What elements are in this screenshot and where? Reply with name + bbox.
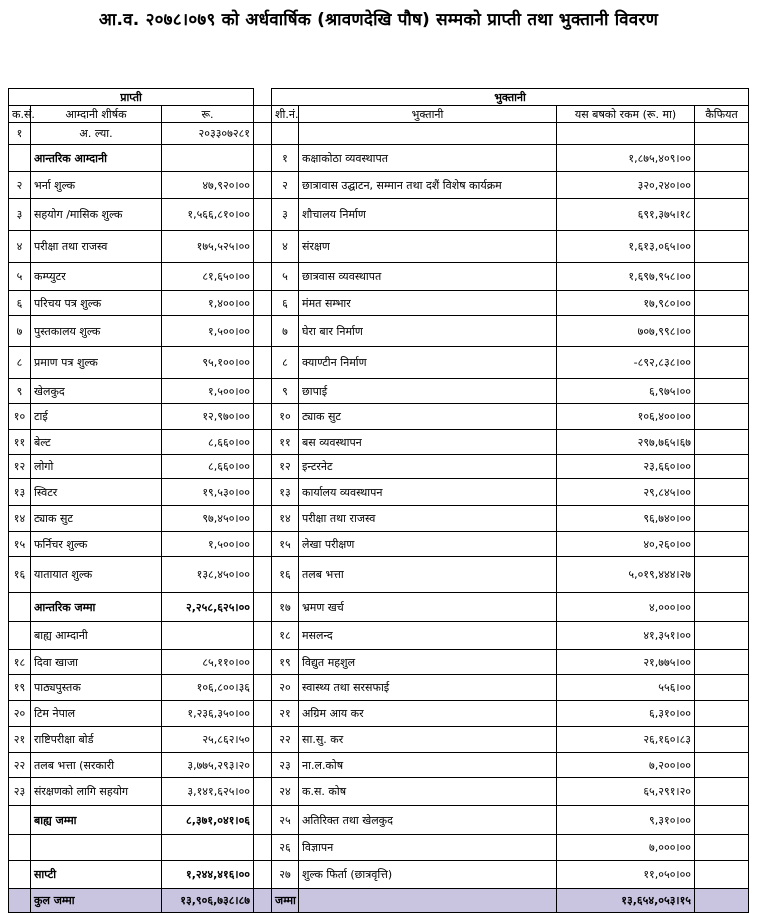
income-amount: १२,९७०।०० [162,404,254,430]
expense-amount: २९,८४५।०० [557,479,695,506]
income-serial: १४ [9,506,31,532]
remarks-cell [695,650,749,675]
total-blank [9,889,31,913]
expense-amount: २३,६६०।०० [557,455,695,479]
income-serial: १३ [9,479,31,506]
table-row [9,701,749,727]
header-expense-amount: यस बषको रकम (रू. मा) [557,106,695,123]
column-gap [254,753,272,778]
income-amount: १९,५३०।०० [162,479,254,506]
column-gap [254,701,272,727]
income-serial: ७ [9,316,31,347]
column-gap [254,593,272,622]
expense-serial: ३ [272,199,299,231]
expense-amount: ६,९७५।०० [557,379,695,404]
column-gap [254,291,272,316]
expense-serial: ७ [272,316,299,347]
table-row [9,506,749,532]
income-title: यातायात शुल्क [31,557,162,593]
income-amount: ३,७७५,२९३।२० [162,753,254,778]
table-row [9,479,749,506]
income-title: बाह्य आम्दानी [31,622,162,650]
table-row [9,593,749,622]
remarks-cell [695,557,749,593]
income-amount: १७५,५२५।०० [162,231,254,263]
column-gap [254,532,272,557]
column-gap [254,806,272,835]
expense-title: मसलन्द [299,622,557,650]
table-row [9,430,749,455]
column-gap [254,89,272,106]
expense-title: स्वास्थ्य तथा सरसफाई [299,675,557,701]
table-row [9,532,749,557]
grand-total-row [9,889,749,913]
income-title: पाठ्यपुस्तक [31,675,162,701]
expense-serial: १० [272,404,299,430]
expense-amount: ७०७,९९८।०० [557,316,695,347]
remarks-cell [695,861,749,889]
column-gap [254,675,272,701]
column-gap [254,778,272,806]
income-serial [9,593,31,622]
header-income-amount: रू. [162,106,254,123]
table-row [9,379,749,404]
income-serial: ११ [9,430,31,455]
income-serial [9,145,31,172]
table-row [9,622,749,650]
income-title: संरक्षणको लागि सहयोग [31,778,162,806]
income-serial: २० [9,701,31,727]
column-gap [254,347,272,379]
income-serial: ४ [9,231,31,263]
income-title [31,835,162,861]
expense-amount: २९७,७६५।६७ [557,430,695,455]
expense-title: कक्षाकोठा व्यवस्थापत [299,145,557,172]
table-row [9,263,749,291]
income-amount: ८५,११०।०० [162,650,254,675]
income-serial: १२ [9,455,31,479]
table-row [9,316,749,347]
income-amount [162,145,254,172]
table-row [9,291,749,316]
income-title: बाह्य जम्मा [31,806,162,835]
column-gap [254,479,272,506]
column-gap [254,316,272,347]
expense-serial: १५ [272,532,299,557]
column-gap [254,727,272,753]
column-gap [254,379,272,404]
table-row [9,557,749,593]
expense-amount: ९६,७४०।०० [557,506,695,532]
expense-amount: १,८७५,४०९।०० [557,145,695,172]
expense-amount: -८९२,८३८।०० [557,347,695,379]
expense-title: तलब भत्ता [299,557,557,593]
expense-amount: ५५६।०० [557,675,695,701]
column-gap [254,861,272,889]
income-title: साप्टी [31,861,162,889]
income-amount [162,622,254,650]
income-serial: ९ [9,379,31,404]
income-total-label: कुल जम्मा [31,889,162,913]
expense-title: अतिरिक्त तथा खेलकुद [299,806,557,835]
expense-serial: १६ [272,557,299,593]
expense-serial: २७ [272,861,299,889]
table-row [9,404,749,430]
column-gap [254,404,272,430]
table-row [9,753,749,778]
income-amount: १,२४४,४१६।०० [162,861,254,889]
income-title: बेल्ट [31,430,162,455]
expense-total-label: जम्मा [272,889,299,913]
expense-serial: ११ [272,430,299,455]
income-amount: ९५,१००।०० [162,347,254,379]
column-gap [254,430,272,455]
income-title: राष्टिपरीक्षा बोर्ड [31,727,162,753]
table-row [9,727,749,753]
income-serial: २३ [9,778,31,806]
expense-title: संरक्षण [299,231,557,263]
income-serial: १५ [9,532,31,557]
expense-total-amount: १३,६५४,०५३।१५ [557,889,695,913]
remarks-cell [695,806,749,835]
expense-serial: १३ [272,479,299,506]
expense-amount: ४१,३५१।०० [557,622,695,650]
income-title: खेलकुद [31,379,162,404]
table-row [9,231,749,263]
income-title: आन्तरिक जम्मा [31,593,162,622]
income-total-amount: १३,९०६,७३८।८७ [162,889,254,913]
expense-amount: २१,७७५।०० [557,650,695,675]
income-title: पुस्तकालय शुल्क [31,316,162,347]
table-row [9,861,749,889]
expense-amount: १०६,४००।०० [557,404,695,430]
remarks-cell [695,291,749,316]
header-expense-title: भुक्तानी [299,106,557,123]
income-title: ट्याक सुट [31,506,162,532]
expense-title: छापाई [299,379,557,404]
expense-amount: ७,०००।०० [557,835,695,861]
income-amount: १,५००।०० [162,316,254,347]
expense-serial: ६ [272,291,299,316]
column-gap [254,172,272,199]
expense-title: विज्ञापन [299,835,557,861]
income-serial [9,861,31,889]
expense-title: ना.ल.कोष [299,753,557,778]
remarks-cell [695,753,749,778]
remarks-cell [695,455,749,479]
income-serial: ५ [9,263,31,291]
column-gap [254,145,272,172]
column-gap [254,199,272,231]
income-serial: १८ [9,650,31,675]
remarks-cell [695,889,749,913]
income-serial: ६ [9,291,31,316]
expense-serial: २२ [272,727,299,753]
remarks-cell [695,622,749,650]
expense-amount: ६५,२९१।२० [557,778,695,806]
expense-amount: ९,३१०।०० [557,806,695,835]
expense-title: छात्रावास उद्घाटन, सम्मान तथा दशैं विशेष कार्यक्रम [299,172,557,199]
income-title: कम्प्युटर [31,263,162,291]
income-serial: १६ [9,557,31,593]
expense-amount [557,123,695,145]
income-title: आन्तरिक आम्दानी [31,145,162,172]
remarks-cell [695,479,749,506]
header-income-title: आम्दानी शीर्षक [31,106,162,123]
expense-serial: १७ [272,593,299,622]
column-gap [254,835,272,861]
column-gap [254,889,272,913]
table-row [9,778,749,806]
table-row [9,145,749,172]
total-blank [299,889,557,913]
expense-title: शौचालय निर्माण [299,199,557,231]
income-amount: १०६,८००।३६ [162,675,254,701]
expense-serial: २० [272,675,299,701]
expense-serial: ५ [272,263,299,291]
expense-serial: १४ [272,506,299,532]
expense-title: क्याण्टीन निर्माण [299,347,557,379]
expense-amount: ४०,२६०।०० [557,532,695,557]
income-amount: २०३३०७२८१ [162,123,254,145]
remarks-cell [695,778,749,806]
group-header-row [9,89,749,106]
expense-title: लेखा परीक्षण [299,532,557,557]
header-expense-no: शी.नं. [272,106,299,123]
income-title: स्विटर [31,479,162,506]
expense-amount: २६,१६०।८३ [557,727,695,753]
table-row [9,835,749,861]
income-amount: ९७,४५०।०० [162,506,254,532]
income-serial [9,622,31,650]
expense-amount: १,६९७,९५८।०० [557,263,695,291]
expense-amount: ७,२००।०० [557,753,695,778]
expense-serial: १२ [272,455,299,479]
income-serial: ३ [9,199,31,231]
expense-title: भ्रमण खर्च [299,593,557,622]
remarks-cell [695,145,749,172]
income-serial: १९ [9,675,31,701]
income-title: सहयोग /मासिक शुल्क [31,199,162,231]
remarks-cell [695,123,749,145]
expense-amount: ११,०५०।०० [557,861,695,889]
income-serial: १० [9,404,31,430]
income-title: टाई [31,404,162,430]
expense-title: क.स. कोष [299,778,557,806]
remarks-cell [695,199,749,231]
expense-serial: १८ [272,622,299,650]
table-row [9,675,749,701]
expense-title: बस व्यवस्थापन [299,430,557,455]
income-amount: ८,६६०।०० [162,455,254,479]
expense-amount: ३२०,२४०।०० [557,172,695,199]
column-gap [254,622,272,650]
expense-serial: २१ [272,701,299,727]
expense-title: ट्याक सुट [299,404,557,430]
remarks-cell [695,701,749,727]
table-row [9,650,749,675]
column-gap [254,455,272,479]
income-title: दिवा खाजा [31,650,162,675]
expense-title: घेरा बार निर्माण [299,316,557,347]
income-amount: १३८,४५०।०० [162,557,254,593]
expense-serial: ४ [272,231,299,263]
column-gap [254,263,272,291]
expense-serial: २४ [272,778,299,806]
income-title: लोगो [31,455,162,479]
income-title: अ. ल्या. [31,123,162,145]
remarks-cell [695,347,749,379]
header-income-no: क.सं. [9,106,31,123]
income-serial [9,835,31,861]
income-serial: २१ [9,727,31,753]
remarks-cell [695,172,749,199]
expense-title: इन्टरनेट [299,455,557,479]
income-title: टिम नेपाल [31,701,162,727]
expense-serial: २३ [272,753,299,778]
income-title: प्रमाण पत्र शुल्क [31,347,162,379]
expense-title: शुल्क फिर्ता (छात्रवृत्ति) [299,861,557,889]
income-title: परिचय पत्र शुल्क [31,291,162,316]
remarks-cell [695,430,749,455]
expense-serial: १ [272,145,299,172]
expense-serial: २ [272,172,299,199]
expense-amount: १,६१३,०६५।०० [557,231,695,263]
column-header-row [9,106,749,123]
remarks-cell [695,263,749,291]
remarks-cell [695,593,749,622]
column-gap [254,231,272,263]
income-serial [9,806,31,835]
table-row [9,347,749,379]
remarks-cell [695,231,749,263]
expense-amount: ६,३१०।०० [557,701,695,727]
income-amount: १,५००।०० [162,379,254,404]
income-amount: ८,३७१,०४१।०६ [162,806,254,835]
remarks-cell [695,316,749,347]
expense-serial: ८ [272,347,299,379]
remarks-cell [695,379,749,404]
remarks-cell [695,404,749,430]
expense-serial: २५ [272,806,299,835]
header-remarks: कैफियत [695,106,749,123]
remarks-cell [695,727,749,753]
income-amount: १,५००।०० [162,532,254,557]
income-serial: २ [9,172,31,199]
expense-serial: १९ [272,650,299,675]
income-amount: २५,८६२।५० [162,727,254,753]
income-group-label: प्राप्ती [9,89,254,106]
income-serial: २२ [9,753,31,778]
income-amount: ४७,९२०।०० [162,172,254,199]
expense-group-label: भुक्तानी [272,89,749,106]
income-amount: ३,१४१,६२५।०० [162,778,254,806]
expense-title: छात्रवास व्यवस्थापत [299,263,557,291]
expense-title: मंमत सम्भार [299,291,557,316]
income-title: तलब भत्ता (सरकारी [31,753,162,778]
column-gap [254,123,272,145]
expense-serial: २६ [272,835,299,861]
expense-serial: ९ [272,379,299,404]
income-amount: २,२५८,६२५।०० [162,593,254,622]
income-amount: ८१,६५०।०० [162,263,254,291]
income-amount: १,४००।०० [162,291,254,316]
page-title: आ.व. २०७८।०७९ को अर्धवार्षिक (श्रावणदेखि पौष) सम्मको प्राप्ती तथा भुक्तानी विवरण [98,10,659,30]
income-amount: १,२३६,३५०।०० [162,701,254,727]
income-title: परीक्षा तथा राजस्व [31,231,162,263]
expense-title: विद्युत महशुल [299,650,557,675]
remarks-cell [695,835,749,861]
expense-title [299,123,557,145]
income-amount: ८,६६०।०० [162,430,254,455]
table-row [9,123,749,145]
income-serial: ८ [9,347,31,379]
expense-amount: ६९१,३७५।१८ [557,199,695,231]
remarks-cell [695,506,749,532]
expense-title: अग्रिम आय कर [299,701,557,727]
ledger-table [8,88,749,913]
column-gap [254,557,272,593]
expense-serial [272,123,299,145]
remarks-cell [695,675,749,701]
column-gap [254,650,272,675]
income-amount: १,५६६,८१०।०० [162,199,254,231]
income-serial: १ [9,123,31,145]
income-title: भर्ना शुल्क [31,172,162,199]
expense-amount: ५,०१९,४४४।२७ [557,557,695,593]
expense-amount: ४,०००।०० [557,593,695,622]
table-row [9,172,749,199]
table-row [9,199,749,231]
income-title: फर्निचर शुल्क [31,532,162,557]
table-row [9,806,749,835]
column-gap [254,106,272,123]
expense-title: परीक्षा तथा राजस्व [299,506,557,532]
column-gap [254,506,272,532]
table-row [9,455,749,479]
expense-title: कार्यालय व्यवस्थापन [299,479,557,506]
expense-amount: १७,९८०।०० [557,291,695,316]
remarks-cell [695,532,749,557]
income-amount [162,835,254,861]
expense-title: सा.सु. कर [299,727,557,753]
